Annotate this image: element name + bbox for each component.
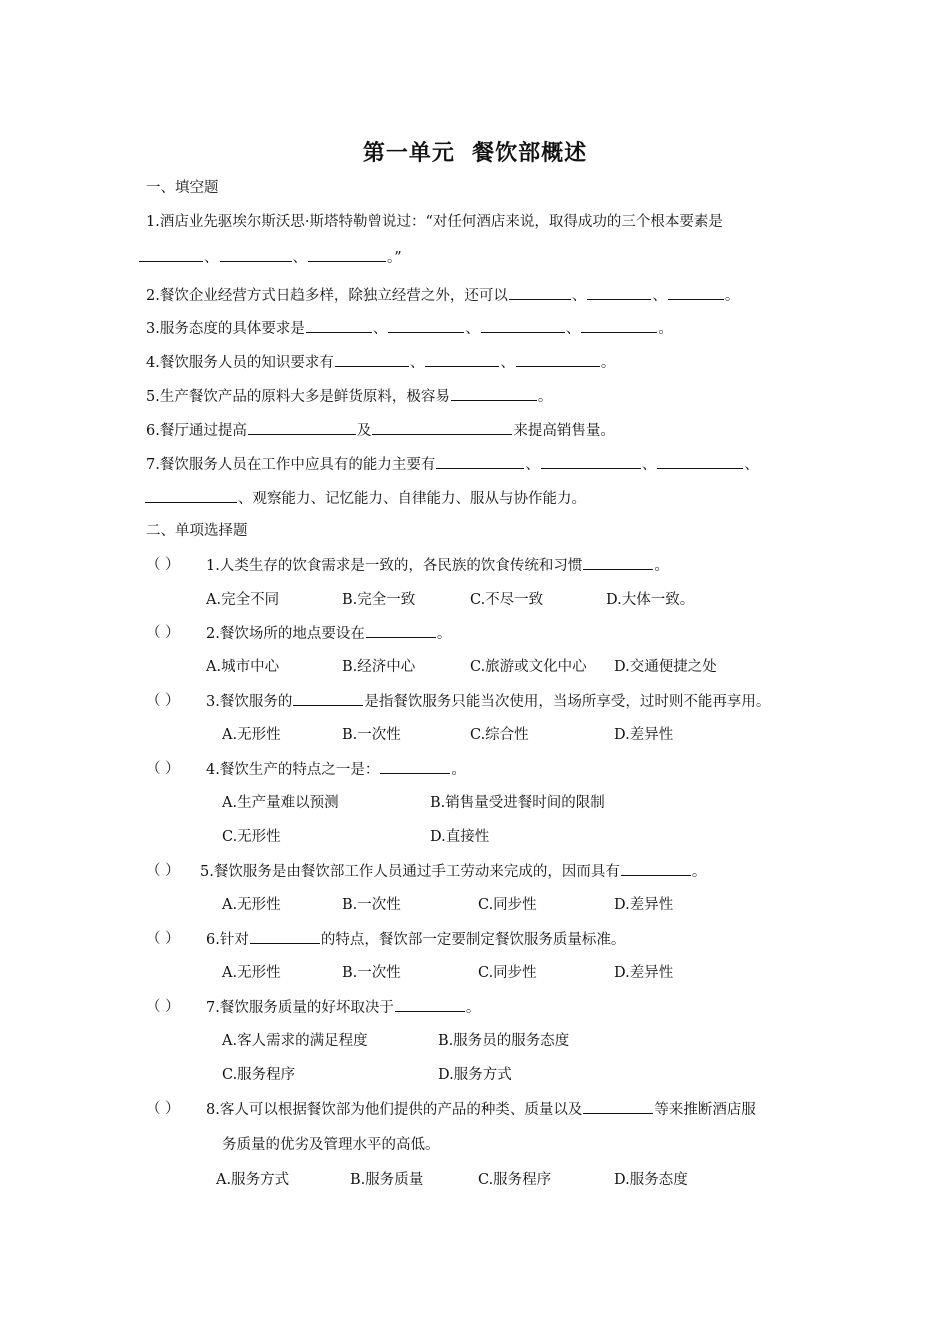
separator: 。	[724, 288, 740, 304]
option-b[interactable]: B.一次性	[342, 897, 401, 913]
option-d[interactable]: D.差异性	[614, 897, 674, 913]
separator: 及	[356, 423, 372, 439]
separator: 。”	[387, 250, 402, 266]
option-b[interactable]: B.一次性	[342, 965, 401, 981]
option-a[interactable]: A.城市中心	[206, 659, 280, 675]
answer-blank[interactable]	[425, 352, 499, 367]
separator: 、	[641, 457, 657, 473]
option-a[interactable]: A.完全不同	[206, 592, 280, 608]
question-text: 、观察能力、记忆能力、自律能力、服从与协作能力。	[238, 491, 586, 507]
answer-parentheses[interactable]: （ ）	[146, 557, 180, 573]
question-text: 1.酒店业先驱埃尔斯沃思·斯塔特勒曾说过：“对任何酒店来说，取得成功的三个根本要素是	[146, 214, 723, 230]
answer-blank[interactable]	[250, 929, 320, 944]
separator: 。	[658, 321, 673, 337]
option-c[interactable]: C.服务程序	[222, 1067, 296, 1083]
option-a[interactable]: A.无形性	[222, 727, 281, 743]
answer-blank[interactable]	[583, 1099, 653, 1114]
option-c[interactable]: C.同步性	[478, 897, 537, 913]
answer-blank[interactable]	[380, 759, 450, 774]
question-text: 5.生产餐饮产品的原料大多是鲜货原料，极容易	[146, 389, 450, 405]
separator: 、	[500, 355, 515, 371]
answer-blank[interactable]	[451, 386, 537, 401]
option-b[interactable]: B.一次性	[342, 727, 401, 743]
question-text: 。	[436, 626, 452, 642]
answer-blank[interactable]	[581, 318, 657, 333]
question-text: 。	[451, 762, 466, 778]
answer-parentheses[interactable]: （ ）	[146, 761, 180, 777]
answer-blank[interactable]	[436, 454, 524, 469]
answer-blank[interactable]	[668, 285, 724, 300]
option-c[interactable]: C.服务程序	[478, 1172, 552, 1188]
choice-question-4	[206, 759, 466, 780]
option-c[interactable]: C.同步性	[478, 965, 537, 981]
choice-question-7	[206, 997, 480, 1018]
page-title: 第一单元 餐饮部概述	[362, 141, 588, 166]
answer-parentheses[interactable]: （ ）	[146, 1101, 180, 1117]
option-b[interactable]: B.服务质量	[350, 1172, 424, 1188]
question-text: 的特点，餐饮部一定要制定餐饮服务质量标准。	[320, 932, 626, 948]
answer-blank[interactable]	[366, 623, 436, 638]
choice-question-6	[206, 929, 625, 950]
answer-blank[interactable]	[516, 352, 600, 367]
question-text: 是指餐饮服务只能当次使用，当场所享受，过时则不能再享用。	[364, 694, 771, 710]
answer-parentheses[interactable]: （ ）	[146, 625, 180, 641]
answer-parentheses[interactable]: （ ）	[146, 693, 180, 709]
question-text: 8.客人可以根据餐饮部为他们提供的产品的种类、质量以及	[206, 1102, 583, 1118]
separator: 。	[537, 389, 553, 405]
question-text: 。	[691, 864, 707, 880]
option-b[interactable]: B.完全一致	[342, 592, 416, 608]
question-1-line-2	[138, 247, 402, 268]
answer-blank[interactable]	[248, 420, 356, 435]
option-d[interactable]: D.大体一致。	[606, 592, 695, 608]
question-text: 6.针对	[206, 932, 249, 948]
answer-blank[interactable]	[220, 247, 292, 262]
question-text: 。	[654, 558, 669, 574]
choice-question-5	[200, 861, 706, 882]
option-a[interactable]: A.无形性	[222, 965, 281, 981]
option-c[interactable]: C.不尽一致	[470, 592, 544, 608]
question-text: 2.餐饮企业经营方式日趋多样，除独立经营之外，还可以	[146, 288, 508, 304]
choice-question-2	[206, 623, 451, 644]
separator: 、	[652, 288, 667, 304]
answer-blank[interactable]	[372, 420, 512, 435]
question-text: 4.餐饮生产的特点之一是：	[206, 762, 380, 778]
question-text: 3.服务态度的具体要求是	[146, 321, 305, 337]
section-heading-fill-blank: 一、填空题	[146, 180, 219, 196]
answer-blank[interactable]	[335, 352, 409, 367]
option-b[interactable]: B.销售量受进餐时间的限制	[430, 795, 605, 811]
answer-blank[interactable]	[587, 285, 651, 300]
question-1-line-1	[146, 212, 723, 232]
question-text: 2.餐饮场所的地点要设在	[206, 626, 365, 642]
choice-question-3	[206, 691, 770, 712]
option-d[interactable]: D.差异性	[614, 965, 674, 981]
option-d[interactable]: D.交通便捷之处	[614, 659, 717, 675]
answer-parentheses[interactable]: （ ）	[146, 863, 180, 879]
question-2	[146, 285, 739, 306]
answer-blank[interactable]	[481, 318, 565, 333]
question-text: 。	[465, 1000, 481, 1016]
separator: 。	[600, 355, 616, 371]
question-text: 5.餐饮服务是由餐饮部工作人员通过手工劳动来完成的，因而具有	[200, 864, 620, 880]
option-d[interactable]: D.服务方式	[438, 1067, 512, 1083]
question-text: 4.餐饮服务人员的知识要求有	[146, 355, 334, 371]
answer-blank[interactable]	[145, 488, 237, 503]
option-d[interactable]: D.服务态度	[614, 1172, 688, 1188]
answer-blank[interactable]	[509, 285, 571, 300]
question-text: 等来推断酒店服	[654, 1102, 756, 1118]
separator: 、	[372, 321, 388, 337]
option-a[interactable]: A.生产量难以预测	[222, 795, 339, 811]
question-5	[146, 386, 552, 407]
option-d[interactable]: D.差异性	[614, 727, 674, 743]
separator: 来提高销售量。	[513, 423, 615, 439]
question-text: 1.人类生存的饮食需求是一致的，各民族的饮食传统和习惯	[206, 558, 583, 574]
answer-blank[interactable]	[139, 247, 203, 262]
separator: 、	[292, 250, 307, 266]
answer-blank[interactable]	[308, 247, 386, 262]
question-text: 7.餐饮服务质量的好坏取决于	[206, 1000, 394, 1016]
answer-blank[interactable]	[293, 691, 363, 706]
section-heading-single-choice: 二、单项选择题	[146, 523, 248, 539]
answer-parentheses[interactable]: （ ）	[146, 931, 180, 947]
answer-blank[interactable]	[306, 318, 372, 333]
question-7-line-2	[144, 488, 586, 509]
option-b[interactable]: B.经济中心	[342, 659, 416, 675]
answer-blank[interactable]	[583, 555, 653, 570]
option-c[interactable]: C.无形性	[222, 829, 281, 845]
question-text: 3.餐饮服务的	[206, 694, 293, 710]
answer-blank[interactable]	[541, 454, 641, 469]
option-b[interactable]: B.服务员的服务态度	[438, 1033, 570, 1049]
option-c[interactable]: C.旅游或文化中心	[470, 659, 587, 675]
option-c[interactable]: C.综合性	[470, 727, 529, 743]
option-a[interactable]: A.客人需求的满足程度	[222, 1033, 368, 1049]
answer-parentheses[interactable]: （ ）	[146, 999, 180, 1015]
separator: 、	[565, 321, 581, 337]
question-4	[146, 352, 615, 373]
separator: 、	[204, 250, 219, 266]
option-d[interactable]: D.直接性	[430, 829, 490, 845]
choice-question-8-line-2: 务质量的优劣及管理水平的高低。	[222, 1137, 440, 1153]
answer-blank[interactable]	[395, 997, 465, 1012]
separator: 、	[744, 457, 759, 473]
choice-question-1	[206, 555, 669, 576]
answer-blank[interactable]	[621, 861, 691, 876]
question-text: 7.餐饮服务人员在工作中应具有的能力主要有	[146, 457, 436, 473]
question-7-line-1	[146, 454, 759, 475]
separator: 、	[409, 355, 425, 371]
answer-blank[interactable]	[657, 454, 743, 469]
separator: 、	[525, 457, 540, 473]
question-3	[146, 318, 673, 339]
question-text: 6.餐厅通过提高	[146, 423, 247, 439]
choice-question-8-line-1	[206, 1099, 756, 1120]
question-6	[146, 420, 615, 441]
separator: 、	[571, 288, 587, 304]
option-a[interactable]: A.服务方式	[216, 1172, 290, 1188]
answer-blank[interactable]	[388, 318, 464, 333]
option-a[interactable]: A.无形性	[222, 897, 281, 913]
separator: 、	[465, 321, 480, 337]
